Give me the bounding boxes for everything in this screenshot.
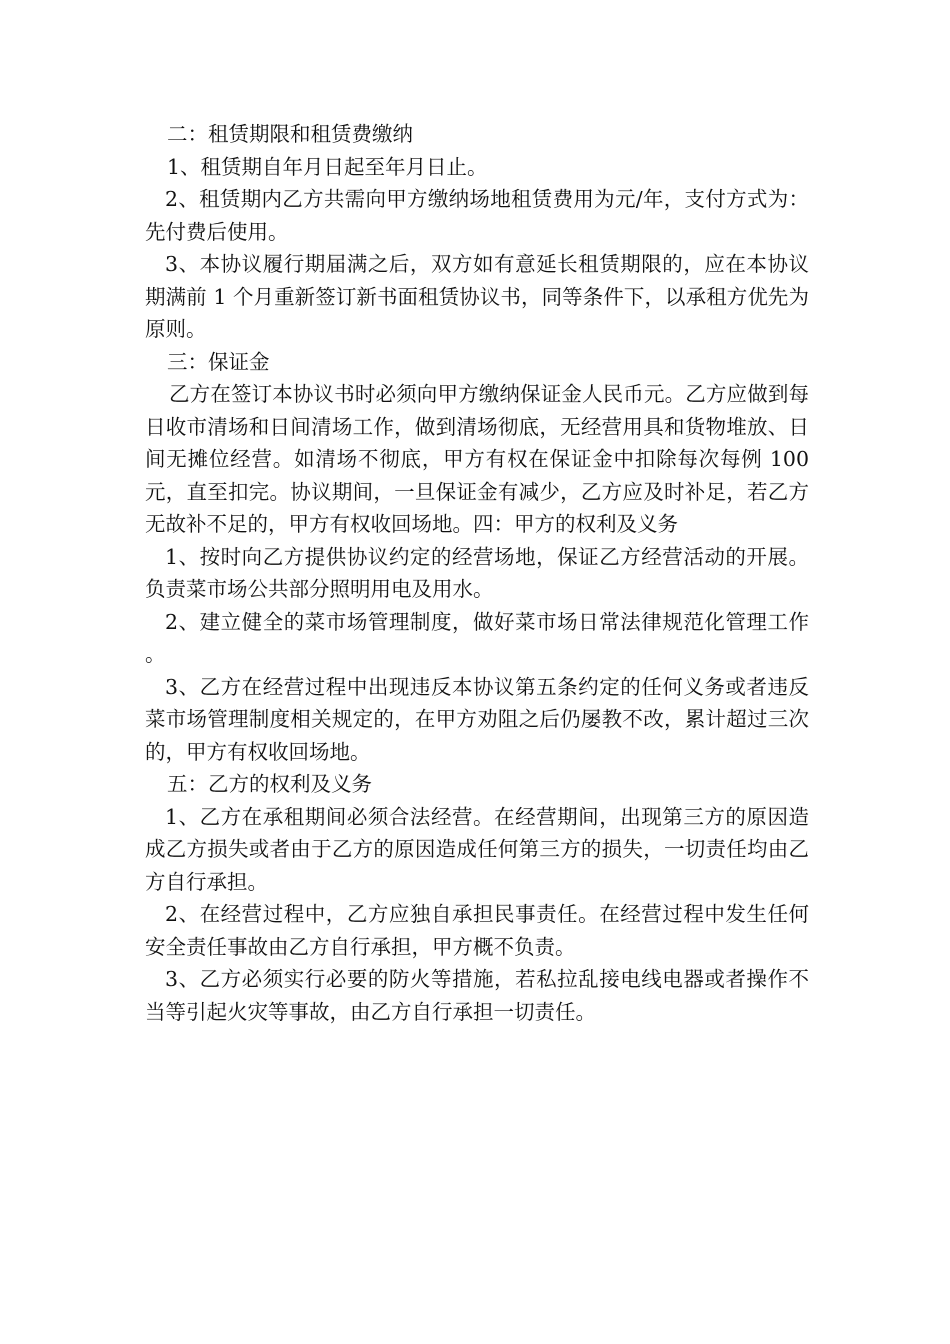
clause-lease-fee: 2、租赁期内乙方共需向甲方缴纳场地租赁费用为元/年，支付方式为：先付费后使用。: [145, 187, 809, 244]
clause-party-b-fire: 3、乙方必须实行必要的防火等措施，若私拉乱接电线电器或者操作不当等引起火灾等事故，由乙方自行承担一切责任。: [145, 967, 809, 1024]
clause-party-b-civil: 2、在经营过程中，乙方应独自承担民事责任。在经营过程中发生任何安全责任事故由乙方自行承担，甲方概不负责。: [145, 902, 809, 959]
section-heading-deposit: 三：保证金: [167, 349, 270, 374]
clause-party-b-legal: 1、乙方在承租期间必须合法经营。在经营期间，出现第三方的原因造成乙方损失或者由于乙方的原因造成任何第三方的损失，一切责任均由乙方自行承担。: [145, 804, 809, 894]
clause-party-a-reclaim: 3、乙方在经营过程中出现违反本协议第五条约定的任何义务或者违反菜市场管理制度相关规定的，在甲方劝阻之后仍屡教不改，累计超过三次的，甲方有权收回场地。: [145, 674, 809, 764]
section-heading-lease-term: 二：租赁期限和租赁费缴纳: [167, 122, 413, 146]
clause-lease-period: 1、租赁期自年月日起至年月日止。: [167, 154, 488, 179]
section-heading-party-b: 五：乙方的权利及义务: [167, 772, 372, 796]
clause-party-a-management: 2、建立健全的菜市场管理制度，做好菜市场日常法律规范化管理工作。: [145, 609, 809, 666]
clause-lease-renewal: 3、本协议履行期届满之后，双方如有意延长租赁期限的，应在本协议期满前 1 个月重新签订新书面租赁协议书，同等条件下，以承租方优先为原则。: [145, 252, 809, 341]
clause-deposit: 乙方在签订本协议书时必须向甲方缴纳保证金人民币元。乙方应做到每日收市清场和日间清场工作，做到清场彻底，无经营用具和货物堆放、日间无摊位经营。如清场不彻底，甲方有权在保证金中扣除每次每例 100 元，直至扣完。协议期间，一旦保证金有减少，乙方应及时补足，若乙方无故补不足的，甲方有权收回场地。四：甲方的权利及义务: [145, 382, 809, 536]
document-body: [145, 118, 809, 1028]
clause-party-a-site: 1、按时向乙方提供协议约定的经营场地，保证乙方经营活动的开展。负责菜市场公共部分照明用电及用水。: [145, 544, 809, 601]
